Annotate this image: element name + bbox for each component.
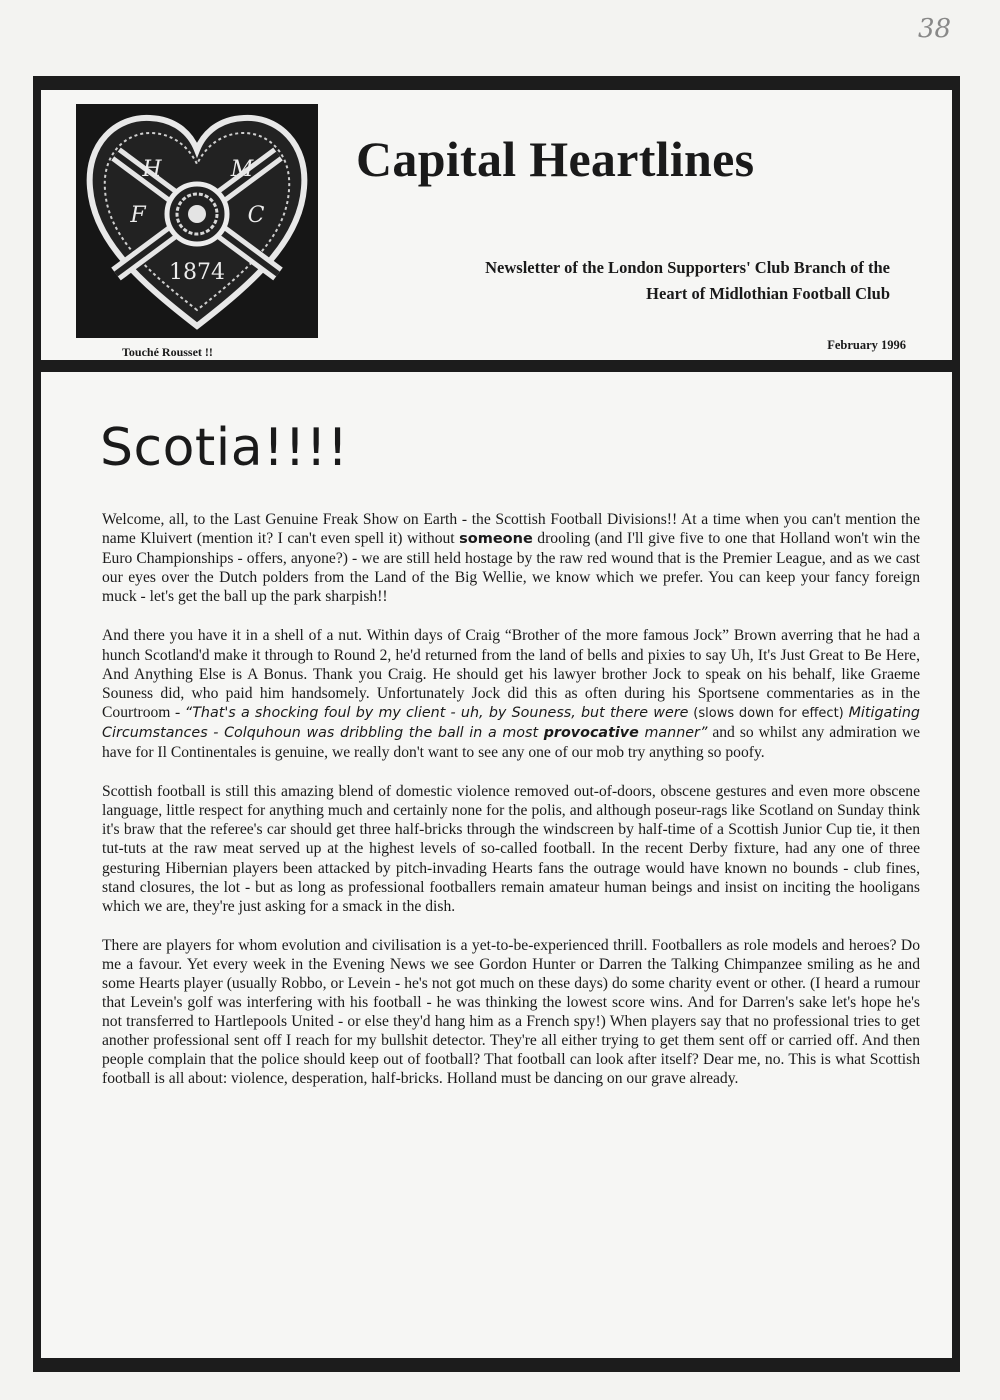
crest-letter-h: H [142,157,162,182]
emphasis-someone: someone [459,531,533,548]
logo-caption: Touché Rousset !! [122,345,213,359]
article-headline: Scotia!!!! [100,418,349,478]
paragraph-2: And there you have it in a shell of a nut. Within days of Craig “Brother of the more famous Jock” Brown averring that he had a hunch Scotland'd make it through to Round 2, he'd returned from the land of bells and pixies to say Uh, It's Just Great to Be Here, And Anything Else is A Bonus. Thank you Craig. He should get his lawyer brother Jock to speak on his behalf, like Graeme Souness did, who paid him handsomely. Unfortunately Jock did this as often during his Sportsene commentaries as in the Courtroom - “That's a shocking foul by my client - uh, by Souness, but there were (slows down for effect) Mitigating Circumstances - Colquhoun was dribbling the ball in a most provocative manner” and so whilst any admiration we have for Il Continentales is genuine, we really don't want to see any one of our mob try anything so poofy. [102,627,921,762]
subtitle-line-1: Newsletter of the London Supporters' Club Branch of the [485,258,890,277]
crest-year: 1874 [169,260,225,285]
header-divider [33,360,960,372]
crest-letter-m: M [230,157,254,182]
issue-date: February 1996 [827,338,906,352]
paragraph-1: Welcome, all, to the Last Genuine Freak Show on Earth - the Scottish Football Divisions!! At a time when you can't mention the name Kluivert (mention it? I can't even spell it) without someone drooling (and I'll give five to one that Holland won't win the Euro Championships - offers, anyone?) - we are still held hostage by the raw red wound that is the Premier League, and as we cast our eyes over the Dutch polders from the Land of the Big Wellie, we know which we prefer. You can keep your fancy foreign muck - let's get the ball up the park sharpish!! [102,511,920,606]
newsletter-title: Capital Heartlines [356,131,755,187]
page-number: 38 [918,14,952,44]
emphasis-provocative: provocative [543,724,639,741]
paragraph-4: There are players for whom evolution and civilisation is a yet-to-be-experienced thrill. Footballers as role models and heroes? Do me a favour. Yet every week in the Evening News we see Gordon Hunter or Darren the Talking Chimpanzee smiling as he and some Hearts player (usually Robbo, or Levein - he's not got much on these days) do some charity event or other. (I heard a rumour that Levein's golf was interfering with his football - he was thinking the lowest score wins. And for Darren's sake let's hope he's not transferred to Hartlepools United - or else they'd hang him as a French spy!) When players say that no professional tries to get another professional sent off I reach for my bullshit detector. They're all either trying to get them sent off or carried off. And then people complain that the police should keep out of football? That football can look after itself? Dear me, no. This is what Scottish football is all about: violence, desperation, half-bricks. Holland must be dancing on our grave already. [102,936,920,1088]
crest-letter-f: F [130,203,146,228]
crest-letter-c: C [247,203,265,228]
newsletter-subtitle [370,255,890,307]
paragraph-3: Scottish football is still this amazing blend of domestic violence removed out-of-doors, obscene gestures and even more obscene language, little respect for anything much and certainly none for the polis, and although poseur-rags like Scotland on Sunday think it's braw that the referee's car should get three half-bricks through the windscreen by half-time of a Scottish Junior Cup tie, it then tut-tuts at the raw meat served up at the highest levels of so-called football. In the recent Derby fixture, had any one of three gesturing Hibernian players been attacked by pitch-invading Hearts fans the outrage would have known no bounds - club fines, stand closures, the lot - but as long as professional footballers remain amateur human beings and insist on inciting the hooligans which we are, they're just asking for a smack in the dish. [102,783,920,915]
heart-crest-icon [76,104,318,338]
article-body [102,510,920,1109]
club-crest-logo [76,104,318,338]
subtitle-line-2: Heart of Midlothian Football Club [646,284,890,303]
